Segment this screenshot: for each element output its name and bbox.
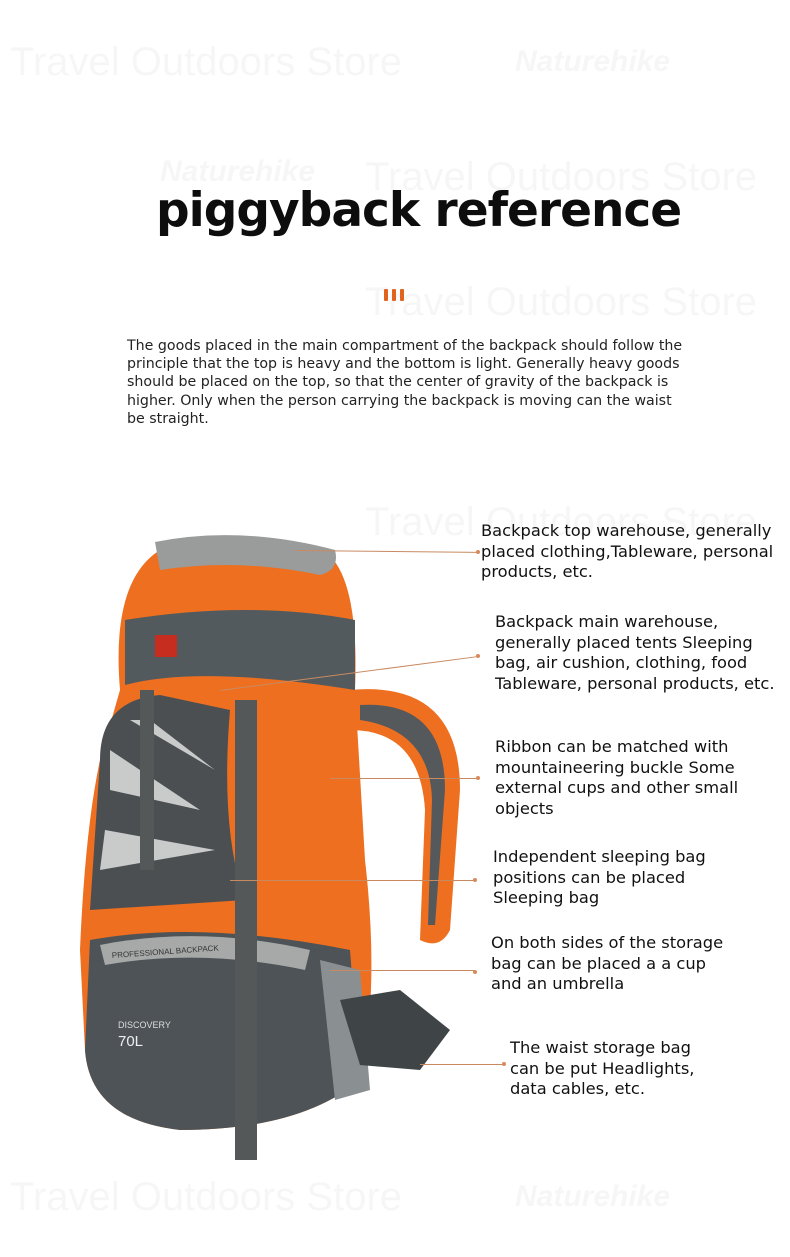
- callout-top-compartment: Backpack top warehouse, generally placed clothing,Tableware, personal products, etc.: [481, 521, 774, 581]
- leader-line: [330, 970, 475, 971]
- divider-mark: [384, 289, 388, 301]
- backpack-image: [0, 430, 480, 1190]
- leader-line: [420, 1064, 504, 1065]
- watermark-brand: [515, 1180, 670, 1214]
- strip-label: PROFESSIONAL BACKPACK: [111, 943, 220, 960]
- callout-sleeping-bag: Independent sleeping bag positions can be placed Sleeping bag: [493, 847, 706, 907]
- callout-ribbon: Ribbon can be matched with mountaineering buckle Some external cups and other small objects: [495, 737, 739, 818]
- page-title: piggyback reference: [156, 183, 682, 238]
- intro-paragraph: The goods placed in the main compartment of the backpack should follow the principle that the top is heavy and the bottom is light. Generally heavy goods should be placed on the top, so that the center of gravity of the backpack is higher. Only when the person carrying the backpack is moving can the waist be straight.: [127, 338, 683, 427]
- divider-mark: [392, 289, 396, 301]
- callout-main-compartment: Backpack main warehouse, generally placed tents Sleeping bag, air cushion, clothing, food Tableware, personal products, etc.: [495, 612, 775, 693]
- leader-dot: [476, 654, 480, 658]
- leader-dot: [502, 1062, 506, 1066]
- model-label: DISCOVERY: [118, 1020, 171, 1030]
- leader-dot: [476, 776, 480, 780]
- watermark-store: [365, 280, 757, 325]
- leader-dot: [473, 970, 477, 974]
- leader-line: [330, 778, 478, 779]
- leader-line: [230, 880, 475, 881]
- watermark-store: [10, 40, 402, 85]
- leader-dot: [473, 878, 477, 882]
- leader-dot: [476, 550, 480, 554]
- divider-mark: [400, 289, 404, 301]
- callout-side-pockets: On both sides of the storage bag can be placed a a cup and an umbrella: [491, 933, 724, 993]
- capacity-label: 70L: [118, 1033, 144, 1050]
- callout-waist-bag: The waist storage bag can be put Headlights, data cables, etc.: [510, 1038, 695, 1098]
- watermark-brand: [515, 45, 670, 79]
